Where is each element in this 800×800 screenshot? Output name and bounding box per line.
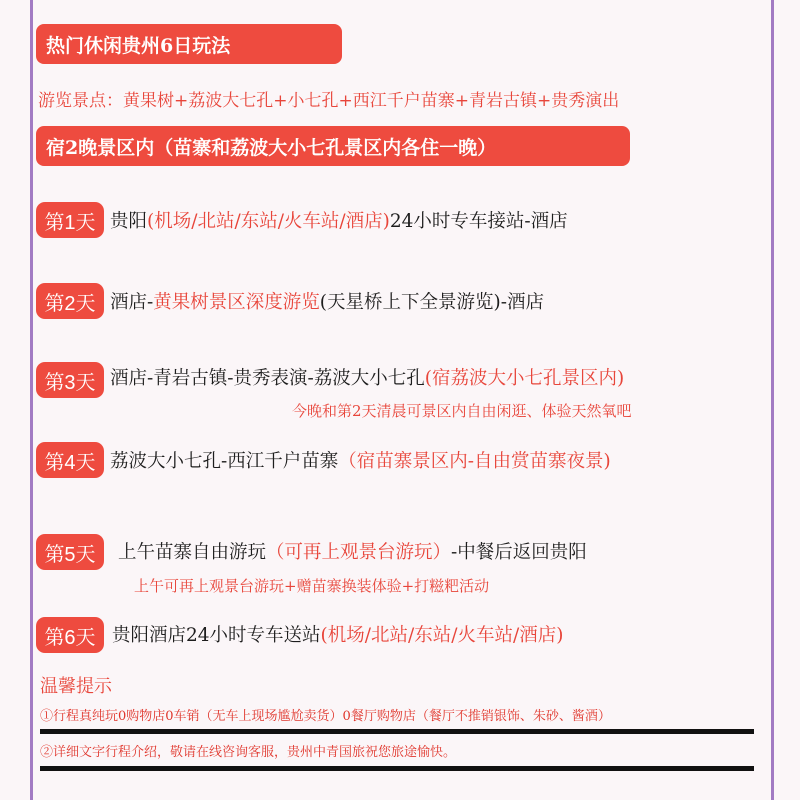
- day-1-text: [110, 207, 568, 233]
- divider-2: [40, 766, 754, 771]
- day-4-part-b: （宿苗寨景区内-自由赏苗寨夜景): [338, 451, 611, 472]
- day-2-text: [110, 288, 544, 314]
- day-1-part-a: 贵阳: [110, 211, 148, 232]
- spots-label: 游览景点：: [38, 91, 123, 111]
- day-4-text: [110, 447, 611, 473]
- day-4-part-a: 荔波大小七孔-西江千户苗寨: [110, 451, 339, 472]
- tips-title: 温馨提示: [40, 676, 112, 697]
- day-2-part-b: 黄果树景区深度游览: [153, 292, 320, 313]
- day-3-note: 今晚和第2天清晨可景区内自由闲逛、体验天然氧吧: [292, 402, 632, 420]
- day-5-part-a: 上午苗寨自由游玩: [118, 542, 267, 563]
- tip-1: ①行程真纯玩0购物店0车销（无车上现场尴尬卖货）0餐厅购物店（餐厅不推销银饰、朱砂、酱酒）: [40, 709, 611, 724]
- spots-line: [38, 86, 619, 111]
- day-6-part-b: (机场/北站/东站/火车站/酒店): [320, 625, 564, 646]
- day-6-badge: 第6天: [36, 617, 104, 653]
- spots-list: 黄果树+荔波大七孔+小七孔+西江千户苗寨+青岩古镇+贵秀演出: [123, 91, 620, 111]
- day-6-text: [112, 621, 563, 647]
- day-3-part-b: (宿荔波大小七孔景区内): [424, 368, 625, 389]
- page-title: 热门休闲贵州6日玩法: [36, 24, 342, 64]
- day-2-part-c: (天星桥上下全景游览)-酒店: [319, 292, 544, 313]
- day-6-part-a: 贵阳酒店24小时专车送站: [112, 625, 321, 646]
- day-5-part-c: -中餐后返回贵阳: [451, 542, 587, 563]
- day-1-part-b: (机场/北站/东站/火车站/酒店): [147, 211, 390, 232]
- day-5-part-b: （可再上观景台游玩）: [266, 542, 452, 563]
- day-2-badge: 第2天: [36, 283, 104, 319]
- day-3-text: [110, 364, 624, 390]
- tip-2: ②详细文字行程介绍，敬请在线咨询客服，贵州中青国旅祝您旅途愉快。: [40, 745, 457, 760]
- stay-banner: 宿2晚景区内（苗寨和荔波大小七孔景区内各住一晚）: [36, 126, 630, 166]
- day-3-part-a: 酒店-青岩古镇-贵秀表演-荔波大小七孔: [110, 368, 425, 389]
- day-5-badge: 第5天: [36, 534, 104, 570]
- day-3-badge: 第3天: [36, 362, 104, 398]
- day-4-badge: 第4天: [36, 442, 104, 478]
- day-1-badge: 第1天: [36, 202, 104, 238]
- day-2-part-a: 酒店-: [110, 292, 154, 313]
- day-5-note: 上午可再上观景台游玩+赠苗寨换装体验+打糍粑活动: [134, 577, 490, 595]
- day-5-text: [118, 538, 587, 564]
- day-1-part-c: 24小时专车接站-酒店: [389, 211, 568, 232]
- divider-1: [40, 729, 754, 734]
